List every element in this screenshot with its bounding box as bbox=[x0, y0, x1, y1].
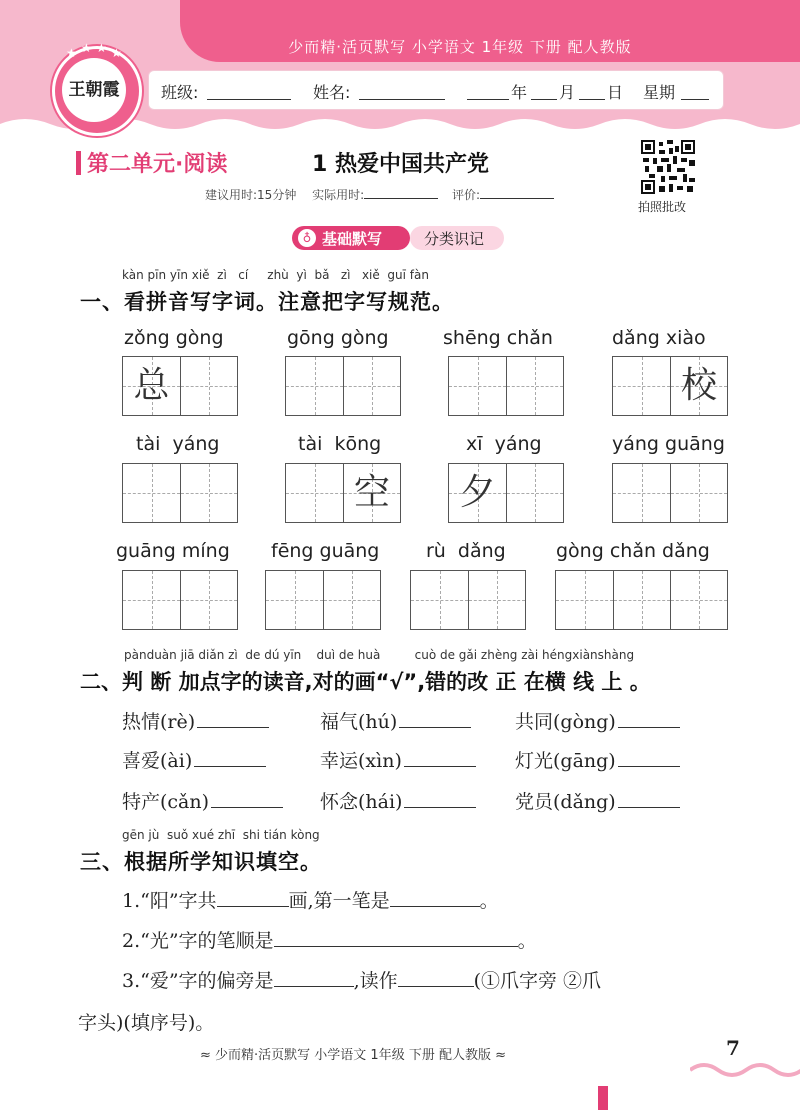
grid-char bbox=[344, 357, 400, 415]
qr-label: 拍照批改 bbox=[638, 200, 687, 214]
writing-grid[interactable] bbox=[448, 463, 564, 523]
star-icon: ★ bbox=[66, 46, 77, 60]
grid-char bbox=[286, 464, 343, 522]
grid-char bbox=[469, 571, 525, 629]
judge-item bbox=[320, 746, 476, 773]
weekday-field[interactable] bbox=[681, 99, 709, 100]
actual-time-label: 实际用时: bbox=[312, 188, 365, 202]
writing-grid[interactable] bbox=[122, 356, 238, 416]
judge-item bbox=[515, 787, 680, 814]
word-pinyin: fēng guāng bbox=[271, 540, 380, 562]
grid-char bbox=[286, 357, 343, 415]
section3-pinyin: gēn jù suǒ xué zhī shi tián kòng bbox=[122, 828, 320, 842]
grid-char bbox=[411, 571, 468, 629]
answer-blank[interactable] bbox=[399, 713, 471, 728]
word-pinyin: tài yáng bbox=[136, 433, 220, 455]
year-field[interactable] bbox=[467, 99, 509, 100]
section1-title: 一、看拼音写字词。注意把字写规范。 bbox=[80, 290, 454, 314]
name-field[interactable] bbox=[359, 99, 445, 100]
grid-char bbox=[324, 571, 380, 629]
q3-text: (①爪字旁 ②爪 bbox=[473, 970, 602, 992]
medal-icon: ♁ bbox=[298, 229, 316, 247]
grid-char bbox=[266, 571, 323, 629]
unit-marker bbox=[76, 151, 81, 175]
page-number: 7 bbox=[726, 1036, 740, 1060]
writing-grid[interactable] bbox=[285, 463, 401, 523]
grid-char bbox=[671, 571, 727, 629]
word-pinyin: rù dǎng bbox=[426, 540, 506, 562]
q2-blank-stroke-order[interactable] bbox=[274, 930, 518, 947]
writing-grid[interactable] bbox=[448, 356, 564, 416]
star-icon: ★ bbox=[81, 41, 92, 55]
section2-title: 二、判 断 加点字的读音,对的画“√”,错的改 正 在横 线 上 。 bbox=[80, 670, 651, 694]
month-field[interactable] bbox=[531, 99, 557, 100]
grid-char bbox=[613, 464, 670, 522]
lesson-title: 1 热爱中国共产党 bbox=[312, 152, 489, 177]
grid-char bbox=[181, 464, 237, 522]
word-pinyin: shēng chǎn bbox=[443, 327, 553, 349]
word-pinyin: guāng míng bbox=[116, 540, 230, 562]
answer-blank[interactable] bbox=[197, 713, 269, 728]
time-line bbox=[205, 186, 554, 203]
badge-sub bbox=[410, 226, 504, 250]
judge-word: 怀念(hái) bbox=[320, 791, 403, 813]
name-label: 姓名: bbox=[313, 83, 351, 102]
grid-char bbox=[671, 464, 727, 522]
word-pinyin: yáng guāng bbox=[612, 433, 725, 455]
class-field[interactable] bbox=[207, 99, 291, 100]
q1-text: 画,第一笔是 bbox=[288, 890, 390, 912]
class-label: 班级: bbox=[161, 83, 199, 102]
answer-blank[interactable] bbox=[618, 752, 680, 767]
page-wave bbox=[690, 1060, 800, 1078]
badge-main-label: 基础默写 bbox=[322, 230, 383, 248]
word-pinyin: xī yáng bbox=[466, 433, 542, 455]
q2-text: 2.“光”字的笔顺是 bbox=[122, 930, 274, 952]
writing-grid[interactable] bbox=[122, 570, 238, 630]
writing-grid[interactable] bbox=[285, 356, 401, 416]
answer-blank[interactable] bbox=[194, 752, 266, 767]
q3-text: 3.“爱”字的偏旁是 bbox=[122, 970, 274, 992]
footer-text: ≈ 少而精·活页默写 小学语文 1年级 下册 配人教版 ≈ bbox=[200, 1048, 506, 1063]
unit-title: 第二单元·阅读 bbox=[87, 152, 228, 177]
writing-grid[interactable] bbox=[265, 570, 381, 630]
section1-pinyin: kàn pīn yīn xiě zì cí zhù yì bǎ zì xiě guī fàn bbox=[122, 268, 429, 282]
question-3-cont: 字头)(填序号)。 bbox=[78, 1012, 215, 1034]
section3-title: 三、根据所学知识填空。 bbox=[80, 850, 322, 874]
badge-main bbox=[292, 226, 410, 250]
section2-pinyin: pànduàn jiā diǎn zì de dú yīn duì de huà cuò de gǎi zhèng zài héngxiànshàng bbox=[124, 648, 635, 662]
grid-char bbox=[556, 571, 613, 629]
word-pinyin: gòng chǎn dǎng bbox=[556, 540, 710, 562]
grid-char bbox=[181, 357, 237, 415]
judge-word: 共同(gòng) bbox=[515, 711, 616, 733]
month-label: 月 bbox=[559, 83, 576, 102]
q1-text: 1.“阳”字共 bbox=[122, 890, 217, 912]
suggested-time: 建议用时:15分钟 bbox=[205, 188, 297, 202]
weekday-label: 星期 bbox=[643, 83, 676, 102]
star-icon: ★ bbox=[96, 41, 107, 55]
writing-grid[interactable] bbox=[612, 356, 728, 416]
writing-grid[interactable] bbox=[122, 463, 238, 523]
judge-item bbox=[515, 707, 680, 734]
word-pinyin: gōng gòng bbox=[287, 327, 389, 349]
year-label: 年 bbox=[511, 83, 528, 102]
writing-grid[interactable] bbox=[555, 570, 728, 630]
answer-blank[interactable] bbox=[618, 793, 680, 808]
judge-word: 幸运(xìn) bbox=[320, 750, 402, 772]
grid-char bbox=[507, 357, 563, 415]
answer-blank[interactable] bbox=[404, 752, 476, 767]
writing-grid[interactable] bbox=[612, 463, 728, 523]
q1-blank-first-stroke[interactable] bbox=[390, 890, 480, 907]
grid-char bbox=[613, 357, 670, 415]
day-field[interactable] bbox=[579, 99, 605, 100]
grid-char: 空 bbox=[353, 472, 390, 513]
grid-char: 夕 bbox=[459, 472, 496, 513]
writing-grid[interactable] bbox=[410, 570, 526, 630]
q3-blank-reading[interactable] bbox=[398, 970, 474, 987]
grid-char bbox=[181, 571, 237, 629]
grid-char: 总 bbox=[133, 365, 170, 406]
actual-time-field[interactable] bbox=[364, 188, 438, 199]
q2-text: 。 bbox=[517, 930, 537, 952]
brand-logo-text: 王朝霞 bbox=[62, 58, 126, 122]
rating-field[interactable] bbox=[480, 188, 554, 199]
series-title: 少而精·活页默写 小学语文 1年级 下册 配人教版 bbox=[288, 38, 632, 56]
qr-code-icon[interactable] bbox=[641, 140, 695, 194]
word-pinyin: dǎng xiào bbox=[612, 327, 706, 349]
judge-word: 福气(hú) bbox=[320, 711, 398, 733]
day-label: 日 bbox=[607, 83, 624, 102]
judge-word: 喜爱(ài) bbox=[122, 750, 193, 772]
q1-text: 。 bbox=[479, 890, 499, 912]
student-info-bar bbox=[148, 70, 724, 110]
rating-label: 评价: bbox=[452, 188, 481, 202]
grid-char bbox=[507, 464, 563, 522]
word-pinyin: zǒng gòng bbox=[124, 327, 224, 349]
question-3 bbox=[122, 966, 601, 993]
star-icon: ★ bbox=[111, 46, 122, 60]
judge-item bbox=[122, 746, 266, 773]
judge-word: 党员(dǎng) bbox=[515, 791, 616, 813]
question-1 bbox=[122, 886, 499, 913]
q3-text: ,读作 bbox=[353, 970, 398, 992]
judge-item bbox=[320, 707, 471, 734]
q1-blank-strokes[interactable] bbox=[217, 890, 289, 907]
grid-char bbox=[123, 571, 180, 629]
grid-char: 校 bbox=[680, 365, 717, 406]
question-2 bbox=[122, 926, 537, 953]
answer-blank[interactable] bbox=[211, 793, 283, 808]
judge-word: 特产(cǎn) bbox=[122, 791, 210, 813]
grid-char bbox=[614, 571, 670, 629]
judge-item bbox=[122, 707, 269, 734]
answer-blank[interactable] bbox=[404, 793, 476, 808]
judge-item bbox=[320, 787, 476, 814]
q3-blank-radical[interactable] bbox=[274, 970, 354, 987]
judge-word: 热情(rè) bbox=[122, 711, 196, 733]
badge-sub-label: 分类识记 bbox=[424, 230, 485, 248]
word-pinyin: tài kōng bbox=[298, 433, 382, 455]
judge-item bbox=[515, 746, 680, 773]
answer-blank[interactable] bbox=[618, 713, 680, 728]
judge-word: 灯光(gāng) bbox=[515, 750, 616, 772]
grid-char bbox=[449, 357, 506, 415]
grid-char bbox=[123, 464, 180, 522]
bottom-tab bbox=[598, 1086, 608, 1110]
judge-item bbox=[122, 787, 283, 814]
